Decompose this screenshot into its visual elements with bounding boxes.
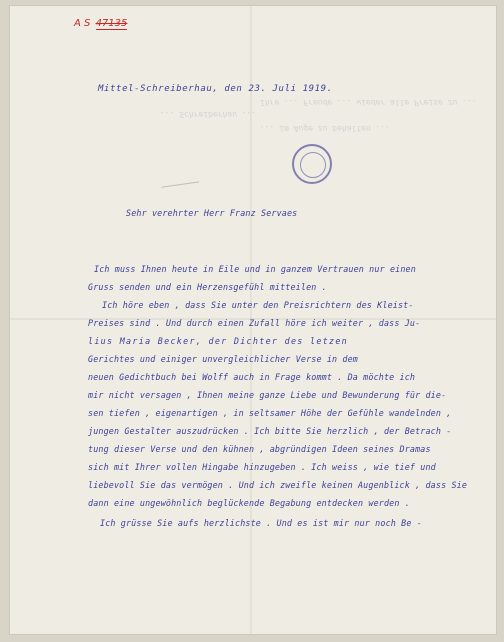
body-line: Ich muss Ihnen heute in Eile und in ganzem Vertrauen nur einen: [94, 264, 416, 274]
body-line: liebevoll Sie das vermögen . Und ich zweifle keinen Augenblick , dass Sie: [88, 480, 468, 490]
show-through-text: Ihre ... Freude ... wieder alle Preise zu ...: [260, 98, 477, 107]
ink-stamp: [292, 144, 332, 184]
body-line: dann eine ungewöhnlich beglückende Begabung entdecken werden .: [88, 498, 410, 508]
show-through-text: ... Schreiberhau ...: [160, 110, 257, 119]
body-line: jungen Gestalter auszudrücken . Ich bitte Sie herzlich , der Betrach -: [88, 426, 452, 436]
body-line: lius Maria Becker, der Dichter des letzen: [88, 336, 349, 346]
body-line: Ich höre eben , dass Sie unter den Preisrichtern des Kleist-: [102, 300, 414, 310]
archive-prefix: A S: [74, 18, 91, 29]
body-line: Gruss senden und ein Herzensgefühl mitteilen .: [88, 282, 327, 292]
body-line: sich mit Ihrer vollen Hingabe hinzugeben . Ich weiss , wie tief und: [88, 462, 436, 472]
letter-page: [10, 6, 496, 634]
body-line: neuen Gedichtbuch bei Wolff auch in Frage kommt . Da möchte ich: [88, 372, 416, 382]
archive-number: [74, 18, 127, 30]
show-through-text: ... im Auge zu behalten ...: [260, 124, 391, 133]
date-line: Mittel-Schreiberhau, den 23. Juli 1919.: [98, 84, 333, 94]
salutation: Sehr verehrter Herr Franz Servaes: [126, 208, 298, 218]
body-line: tung dieser Verse und den kühnen , abgründigen Ideen seines Dramas: [88, 444, 431, 454]
body-line: Gerichtes und einiger unvergleichlicher Verse in dem: [88, 354, 358, 364]
body-line: mir nicht versagen , Ihnen meine ganze Liebe und Bewunderung für die-: [88, 390, 447, 400]
body-line: Preises sind . Und durch einen Zufall höre ich weiter , dass Ju-: [88, 318, 421, 328]
archive-number-value: 47135: [95, 18, 128, 29]
body-line: Ich grüsse Sie aufs herzlichste . Und es ist mir nur noch Be -: [100, 518, 422, 528]
body-line: sen tiefen , eigenartigen , in seltsamer Höhe der Gefühle wandelnden ,: [88, 408, 452, 418]
pencil-mark: [161, 181, 200, 199]
